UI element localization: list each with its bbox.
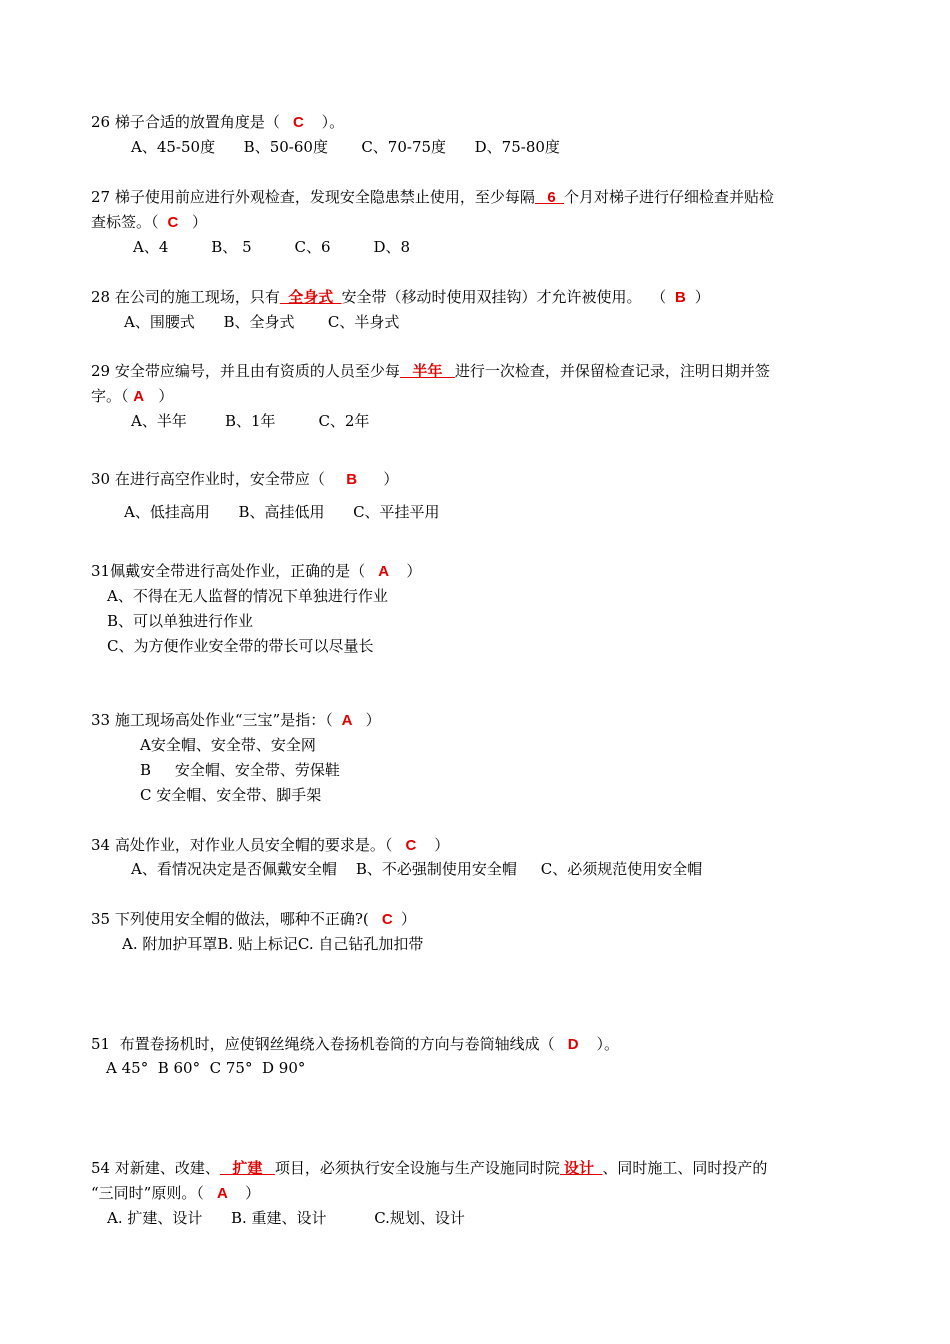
text-line <box>91 112 344 133</box>
text-line <box>107 611 253 631</box>
answer-mark: 设计 <box>559 1160 603 1177</box>
text-segment: 安全带（移动时使用双挂钩）才允许被使用。 （ <box>341 288 671 306</box>
answer-mark: 扩建 <box>219 1160 275 1177</box>
answer-mark: 全身式 <box>279 289 342 306</box>
text-segment: A、4 B、 5 C、6 D、8 <box>133 238 411 256</box>
text-line <box>131 859 702 879</box>
text-line <box>91 386 173 407</box>
text-segment: 34 高处作业，对作业人员安全帽的要求是。（ <box>91 836 398 854</box>
text-segment: 进行一次检查，并保留检查记录，注明日期并签 <box>454 362 770 380</box>
text-segment: 33 施工现场高处作业“三宝”是指：（ <box>91 711 338 729</box>
text-line <box>91 835 449 856</box>
text-segment: 个月对梯子进行仔细检查并贴检 <box>564 188 775 206</box>
text-segment: ） <box>690 288 710 306</box>
text-line <box>133 237 410 257</box>
text-line <box>124 312 399 332</box>
text-line <box>91 1034 619 1055</box>
text-segment: 查标签。（ <box>91 213 164 231</box>
text-segment: ） <box>396 562 422 580</box>
text-line <box>124 502 440 522</box>
text-segment: 31佩戴安全带进行高处作业，正确的是（ <box>91 562 370 580</box>
text-line <box>91 710 381 731</box>
text-segment: 字。（ <box>91 387 134 405</box>
text-segment: 28 在公司的施工现场，只有 <box>91 288 280 306</box>
text-line <box>107 1208 465 1228</box>
text-segment: ） <box>144 387 174 405</box>
answer-mark: D <box>559 1036 587 1053</box>
text-line <box>106 1058 305 1078</box>
text-line <box>140 785 321 805</box>
text-segment: C 安全帽、安全带、脚手架 <box>140 786 322 804</box>
text-segment: A、不得在无人监督的情况下单独进行作业 <box>107 587 388 605</box>
answer-mark: A <box>337 712 357 729</box>
answer-mark: A <box>369 563 397 580</box>
answer-mark: B <box>670 289 691 306</box>
text-segment: ） <box>401 910 417 928</box>
text-line <box>91 187 774 208</box>
text-line <box>91 361 770 382</box>
text-segment: ） <box>235 1184 261 1202</box>
text-line <box>91 287 710 308</box>
text-segment: A、看情况决定是否佩戴安全帽 B、不必强制使用安全帽 C、必须规范使用安全帽 <box>131 860 703 878</box>
text-segment: A 45° B 60° C 75° D 90° <box>106 1059 306 1077</box>
answer-mark: C <box>284 114 313 131</box>
answer-mark: B <box>329 471 374 488</box>
text-segment: 51 布置卷扬机时，应使钢丝绳绕入卷扬机卷筒的方向与卷筒轴线成（ <box>91 1035 560 1053</box>
text-segment: A、半年 B、1年 C、2年 <box>131 412 370 430</box>
text-segment: ） <box>424 836 450 854</box>
text-line <box>131 137 560 157</box>
text-segment: ）。 <box>586 1035 619 1053</box>
answer-mark: C <box>373 911 402 928</box>
text-segment: A、围腰式 B、全身式 C、半身式 <box>124 313 400 331</box>
text-segment: A、45-50度 B、50-60度 C、70-75度 D、75-80度 <box>131 138 560 156</box>
text-line <box>131 411 369 431</box>
text-segment: B 安全帽、安全带、劳保鞋 <box>140 761 340 779</box>
text-segment: B、可以单独进行作业 <box>107 612 254 630</box>
text-segment: 项目，必须执行安全设施与生产设施同时院 <box>274 1159 560 1177</box>
text-segment: A. 附加护耳罩B. 贴上标记C. 自己钻孔加扣带 <box>122 935 424 953</box>
text-segment: ）。 <box>312 113 345 131</box>
text-segment: 54 对新建、改建、 <box>91 1159 220 1177</box>
text-segment: 35 下列使用安全帽的做法，哪种不正确?( <box>91 910 374 928</box>
text-line <box>107 586 388 606</box>
text-line <box>91 909 416 930</box>
answer-mark: 半年 <box>399 363 455 380</box>
text-segment: 26 梯子合适的放置角度是（ <box>91 113 285 131</box>
text-segment: A安全帽、安全带、安全网 <box>140 736 316 754</box>
text-line <box>107 636 373 656</box>
text-segment: ） <box>356 711 381 729</box>
text-segment: 27 梯子使用前应进行外观检查，发现安全隐患禁止使用，至少每隔 <box>91 188 535 206</box>
text-segment: ） <box>182 213 207 231</box>
text-segment: 29 安全带应编号，并且由有资质的人员至少每 <box>91 362 400 380</box>
text-segment: C、为方便作业安全带的带长可以尽量长 <box>107 637 374 655</box>
text-line <box>91 212 207 233</box>
text-segment: A、低挂高用 B、高挂低用 C、平挂平用 <box>124 503 440 521</box>
answer-mark: 6 <box>534 189 565 206</box>
answer-mark: C <box>397 837 425 854</box>
answer-mark: A <box>208 1185 236 1202</box>
text-segment: 、同时施工、同时投产的 <box>602 1159 768 1177</box>
text-segment: ） <box>373 470 399 488</box>
text-line <box>91 469 398 490</box>
text-line <box>91 1183 260 1204</box>
answer-mark: C <box>163 214 183 231</box>
text-segment: 30 在进行高空作业时，安全带应（ <box>91 470 330 488</box>
text-line <box>91 1158 767 1179</box>
text-line <box>140 735 316 755</box>
text-line <box>140 760 340 780</box>
text-line <box>91 561 421 582</box>
text-segment: “三同时”原则。（ <box>91 1184 209 1202</box>
text-line <box>122 934 423 954</box>
answer-mark: A <box>133 388 145 405</box>
text-segment: A. 扩建、设计 B. 重建、设计 C.规划、设计 <box>107 1209 465 1227</box>
